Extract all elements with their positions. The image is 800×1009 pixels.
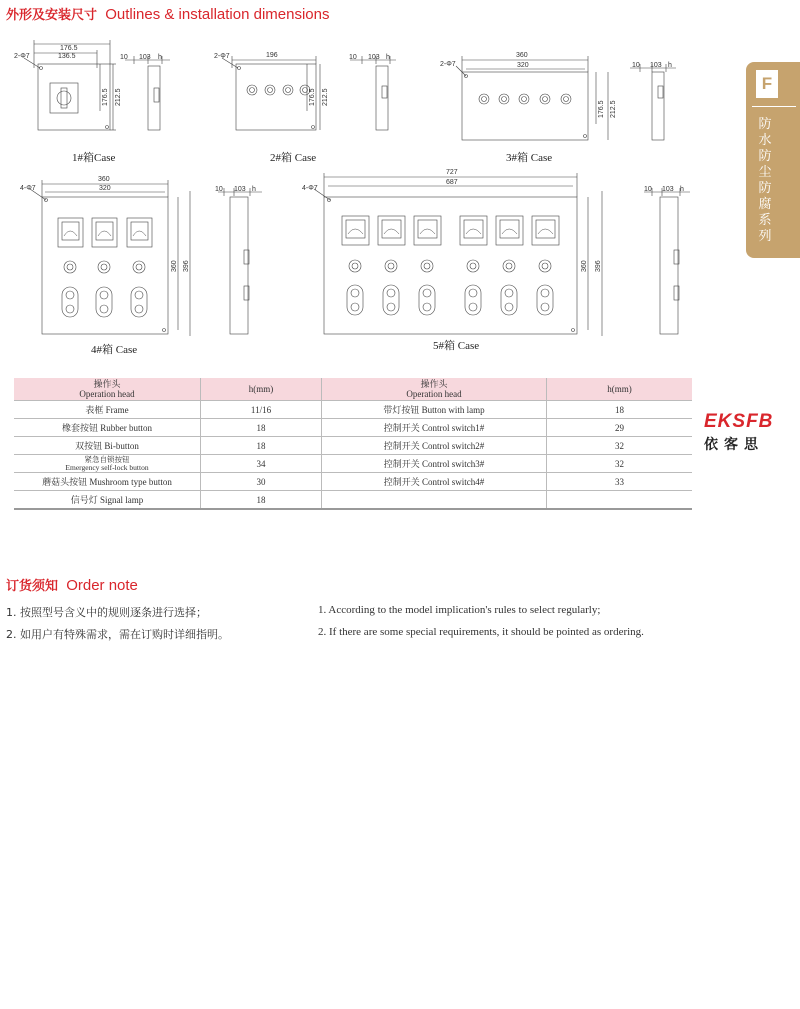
c3-width-inner: 320 xyxy=(517,62,529,69)
c1-width-inner: 136.5 xyxy=(58,53,76,60)
c4-hole-label: 4-Φ7 xyxy=(20,185,36,192)
case1-side xyxy=(125,56,170,130)
c5-h-inner: 360 xyxy=(581,260,588,272)
c2-side-103: 103 xyxy=(368,54,380,61)
c5-side-h: h xyxy=(680,186,684,193)
c4-h-outer: 396 xyxy=(183,260,190,272)
case2-side xyxy=(350,56,396,130)
table-cell: 11/16 xyxy=(201,401,322,419)
case3-caption: 3#箱 Case xyxy=(506,152,553,164)
c2-hole-label: 2-Φ7 xyxy=(214,53,230,60)
brand-logo-cn: 依客思 xyxy=(704,437,764,453)
case5-side xyxy=(644,188,690,334)
c1-hole-label: 2-Φ7 xyxy=(14,53,30,60)
case4-side xyxy=(218,188,262,334)
table-header-cell: h(mm) xyxy=(547,378,693,401)
table-row xyxy=(14,437,692,455)
c5-hole-label: 4-Φ7 xyxy=(302,185,318,192)
table-cell: 表框 Frame xyxy=(14,401,201,419)
c3-hole-label: 2-Φ7 xyxy=(440,61,456,68)
case3-front xyxy=(456,56,608,140)
c2-width: 196 xyxy=(266,52,278,59)
table-cell: 32 xyxy=(547,437,693,455)
table-cell: 34 xyxy=(201,455,322,473)
case3-side xyxy=(630,64,676,140)
c1-side-h: h xyxy=(158,54,162,61)
side-tab-divider xyxy=(752,106,796,107)
table-cell: 18 xyxy=(547,401,693,419)
table-cell: 控制开关 Control switch2# xyxy=(322,437,547,455)
case5-caption: 5#箱 Case xyxy=(433,340,480,352)
series-letter: F xyxy=(756,70,778,98)
order-note-en-2: 2. If there are some special requirements, it should be pointed as ordering. xyxy=(318,626,644,638)
c1-width-outer: 176.5 xyxy=(60,45,78,52)
c3-side-10: 10 xyxy=(632,62,640,69)
table-cell: 蘑菇头按钮 Mushroom type button xyxy=(14,473,201,491)
order-section-title xyxy=(6,575,138,594)
table-header-cell: 操作头 Operation head xyxy=(14,378,201,401)
c2-side-10: 10 xyxy=(349,54,357,61)
table-row xyxy=(14,473,692,491)
order-note-zh-2: 2. 如用户有特殊需求，需在订购时详细指明。 xyxy=(6,628,229,641)
order-note-zh-1: 1. 按照型号含义中的规则逐条进行选择； xyxy=(6,606,207,619)
table-cell: 控制开关 Control switch1# xyxy=(322,419,547,437)
case2-front xyxy=(222,56,320,130)
c3-h-inner: 176.5 xyxy=(598,100,605,118)
order-note-en-1: 1. According to the model implication's rules to select regularly; xyxy=(318,604,601,616)
c1-side-10: 10 xyxy=(120,54,128,61)
c5-side-10: 10 xyxy=(644,186,652,193)
table-cell: 带灯按钮 Button with lamp xyxy=(322,401,547,419)
c5-side-103: 103 xyxy=(662,186,674,193)
c2-h-outer: 212.5 xyxy=(322,88,329,106)
table-cell: 信号灯 Signal lamp xyxy=(14,491,201,510)
c1-h-inner: 176.5 xyxy=(102,88,109,106)
c1-h-outer: 212.5 xyxy=(115,88,122,106)
table-row xyxy=(14,491,692,510)
c4-side-10: 10 xyxy=(215,186,223,193)
table-cell: 控制开关 Control switch4# xyxy=(322,473,547,491)
table-row xyxy=(14,419,692,437)
outline-drawings xyxy=(0,0,740,370)
table-cell xyxy=(322,491,547,510)
case1-caption: 1#箱Case xyxy=(72,152,116,164)
order-title-zh: 订货须知 xyxy=(6,578,59,593)
table-header-cell: 操作头 Operation head xyxy=(322,378,547,401)
table-cell: 30 xyxy=(201,473,322,491)
c5-width-inner: 687 xyxy=(446,179,458,186)
c3-width-outer: 360 xyxy=(516,52,528,59)
table-cell: 33 xyxy=(547,473,693,491)
table-header-row xyxy=(14,378,692,401)
c1-side-103: 103 xyxy=(139,54,151,61)
brand-logo-mark: EKSFB xyxy=(704,411,774,432)
table-cell: 18 xyxy=(201,491,322,510)
c3-side-h: h xyxy=(668,62,672,69)
c4-side-103: 103 xyxy=(234,186,246,193)
c4-width-outer: 360 xyxy=(98,176,110,183)
order-title-en: Order note xyxy=(66,577,138,594)
case4-caption: 4#箱 Case xyxy=(91,344,138,356)
c3-side-103: 103 xyxy=(650,62,662,69)
table-row xyxy=(14,455,692,473)
c4-width-inner: 320 xyxy=(99,185,111,192)
c4-side-h: h xyxy=(252,186,256,193)
table-cell: 32 xyxy=(547,455,693,473)
series-name: 防水防尘防腐系列 xyxy=(758,116,772,243)
outlines-title-en: Outlines & installation dimensions xyxy=(105,6,330,23)
c2-side-h: h xyxy=(386,54,390,61)
table-cell: 29 xyxy=(547,419,693,437)
table-cell: 双按钮 Bi-button xyxy=(14,437,201,455)
table-cell: 控制开关 Control switch3# xyxy=(322,455,547,473)
table-cell: 18 xyxy=(201,437,322,455)
c4-h-inner: 360 xyxy=(171,260,178,272)
table-header-cell: h(mm) xyxy=(201,378,322,401)
c3-h-outer: 212.5 xyxy=(610,100,617,118)
operation-head-table xyxy=(14,378,692,510)
case2-caption: 2#箱 Case xyxy=(270,152,317,164)
c2-h-inner: 176.5 xyxy=(309,88,316,106)
table-cell: 橡套按钮 Rubber button xyxy=(14,419,201,437)
table-cell: 18 xyxy=(201,419,322,437)
outlines-title-zh: 外形及安装尺寸 xyxy=(6,7,98,22)
c5-h-outer: 396 xyxy=(595,260,602,272)
case4-front xyxy=(30,180,190,336)
table-cell: 紧急自锁按钮 Emergency self-lock button xyxy=(14,455,201,473)
brand-logo xyxy=(704,412,796,454)
table-cell xyxy=(547,491,693,510)
c5-width-outer: 727 xyxy=(446,169,458,176)
case5-front xyxy=(314,173,602,336)
table-row xyxy=(14,401,692,419)
